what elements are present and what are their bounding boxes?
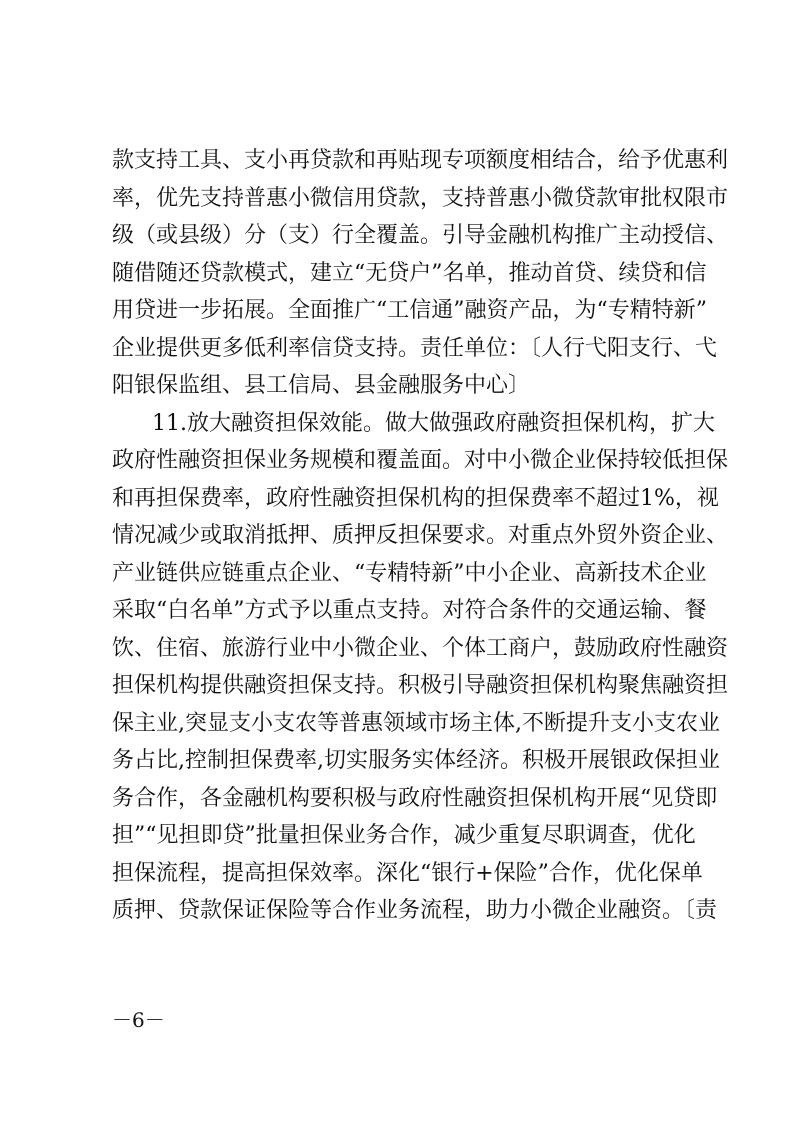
body-text-line: 担保流程，提高担保效率。深化“银行+保险”合作，优化保单 [112,861,703,886]
body-text-line: 担保机构提供融资担保支持。积极引导融资担保机构聚焦融资担 [112,673,729,698]
body-text-line: 担”“见担即贷”批量担保业务合作，减少重复尽职调查，优化 [112,823,696,848]
body-text-line: 务占比,控制担保费率,切实服务实体经济。积极开展银政保担业 [112,748,720,773]
body-text-line: 产业链供应链重点企业、“专精特新”中小企业、高新技术企业 [112,561,707,586]
body-text-line: 率，优先支持普惠小微信用贷款，支持普惠小微贷款审批权限市 [112,186,729,211]
body-text-line: 阳银保监组、县工信局、县金融服务中心〕 [112,373,531,398]
body-text-line: 随借随还贷款模式，建立“无贷户”名单，推动首贷、续贷和信 [112,261,707,286]
page-number: －6－ [112,1008,165,1032]
body-text-line: 政府性融资担保业务规模和覆盖面。对中小微企业保持较低担保 [112,448,729,473]
body-text-line: 保主业,突显支小支农等普惠领域市场主体,不断提升支小支农业 [112,711,720,736]
body-text-line: 务合作，各金融机构要积极与政府性融资担保机构开展“见贷即 [112,786,718,811]
body-text-line: 和再担保费率，政府性融资担保机构的担保费率不超过1%，视 [112,486,719,511]
body-text-line: 款支持工具、支小再贷款和再贴现专项额度相结合，给予优惠利 [112,148,729,173]
body-text-line: 级（或县级）分（支）行全覆盖。引导金融机构推广主动授信、 [112,223,729,248]
body-text-line: 用贷进一步拓展。全面推广“工信通”融资产品，为“专精特新” [112,298,707,323]
section-heading-line: 11.放大融资担保效能。做大做强政府融资担保机构，扩大 [152,411,715,436]
body-text-line: 质押、贷款保证保险等合作业务流程，助力小微企业融资。〔责 [112,898,718,923]
body-text-line: 企业提供更多低利率信贷支持。责任单位：〔人行弋阳支行、弋 [112,336,718,361]
body-text-line: 情况减少或取消抵押、质押反担保要求。对重点外贸外资企业、 [112,523,729,548]
body-text-line: 饮、住宿、旅游行业中小微企业、个体工商户，鼓励政府性融资 [112,636,729,661]
body-text-line: 采取“白名单”方式予以重点支持。对符合条件的交通运输、餐 [112,598,707,623]
